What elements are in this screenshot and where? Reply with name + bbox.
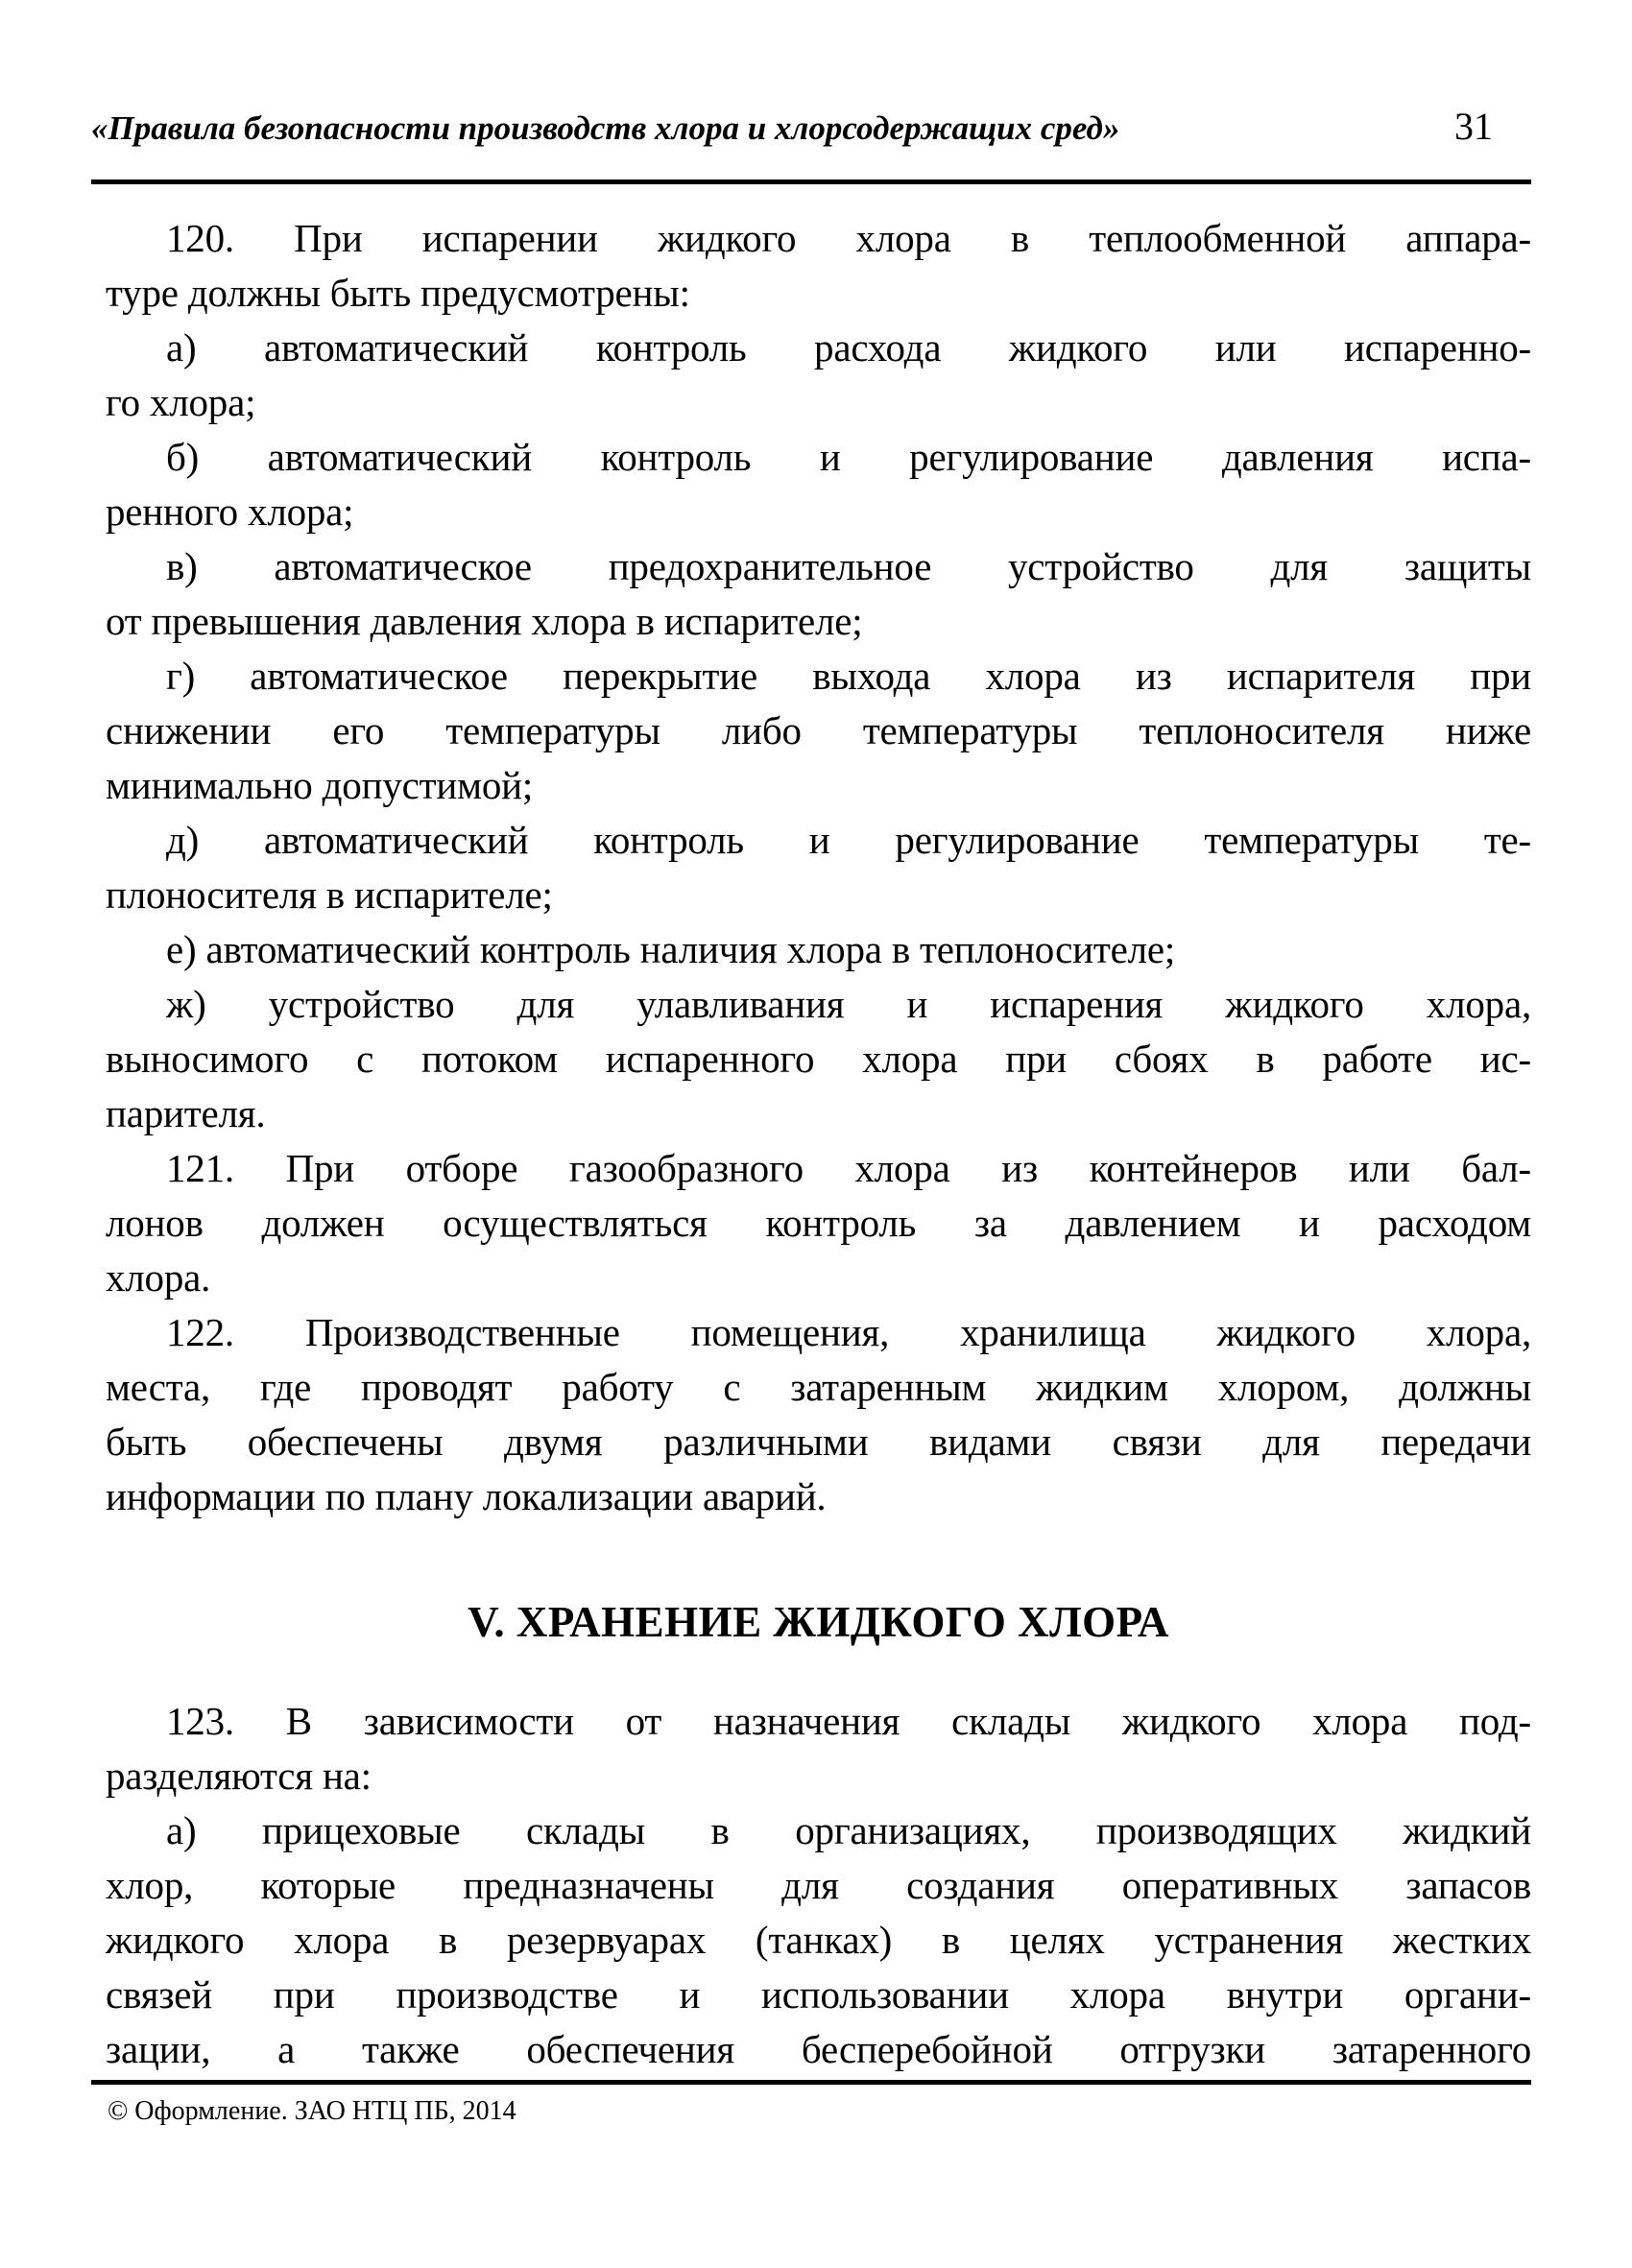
body-line: 120. При испарении жидкого хлора в теплообменной аппара- xyxy=(166,216,1531,260)
body-paragraph xyxy=(106,211,1531,321)
footer-rule xyxy=(91,2080,1531,2085)
header-rule xyxy=(91,179,1531,184)
body-line: го хлора; xyxy=(106,380,256,424)
body-paragraph xyxy=(106,321,1531,430)
body-paragraph xyxy=(106,813,1531,922)
body-paragraph xyxy=(106,539,1531,649)
body-line: е) автоматический контроль наличия хлора в теплоносителе; xyxy=(166,927,1176,971)
body-line: парителя. xyxy=(106,1091,266,1135)
body-line: разделяются на: xyxy=(106,1754,372,1798)
body-line: а) автоматический контроль расхода жидкого или испаренно- xyxy=(166,325,1531,370)
body-line: д) автоматический контроль и регулирование температуры те- xyxy=(166,818,1531,862)
body-line: информации по плану локализации аварий. xyxy=(106,1474,827,1518)
body-line: жидкого хлора в резервуарах (танках) в целях устранения жестких xyxy=(106,1918,1531,1962)
body-line: связей при производстве и использовании хлора внутри органи- xyxy=(106,1972,1531,2017)
body-paragraph xyxy=(106,1803,1531,2077)
page-body xyxy=(106,211,1531,2077)
body-paragraph xyxy=(106,649,1531,813)
body-line: хлор, которые предназначены для создания оперативных запасов xyxy=(106,1863,1531,1907)
body-line: минимально допустимой; xyxy=(106,763,534,807)
body-line: туре должны быть предусмотрены: xyxy=(106,271,690,315)
body-line: места, где проводят работу с затаренным жидким хлором, должны xyxy=(106,1365,1531,1409)
body-line: от превышения давления хлора в испарителе; xyxy=(106,599,863,643)
body-paragraph xyxy=(106,922,1531,977)
copyright-notice: © Оформление. ЗАО НТЦ ПБ, 2014 xyxy=(108,2096,516,2126)
running-header-title: «Правила безопасности производств хлора и хлорсодержащих сред» xyxy=(91,109,1120,147)
body-line: ж) устройство для улавливания и испарения жидкого хлора, xyxy=(166,982,1531,1026)
section-heading: V. ХРАНЕНИЕ ЖИДКОГО ХЛОРА xyxy=(468,1598,1169,1646)
body-paragraph xyxy=(106,430,1531,539)
body-paragraph xyxy=(106,1305,1531,1524)
body-line: 121. При отборе газообразного хлора из контейнеров или бал- xyxy=(166,1146,1531,1190)
body-line: хлора. xyxy=(106,1255,211,1300)
body-line: быть обеспечены двумя различными видами связи для передачи xyxy=(106,1420,1531,1464)
body-line: а) прицеховые склады в организациях, производящих жидкий xyxy=(166,1808,1531,1852)
body-paragraph xyxy=(106,1141,1531,1305)
body-line: выносимого с потоком испаренного хлора при сбоях в работе ис- xyxy=(106,1037,1531,1081)
page-number: 31 xyxy=(1454,105,1493,148)
body-line: плоносителя в испарителе; xyxy=(106,872,553,917)
running-header xyxy=(91,104,1531,149)
body-line: 123. В зависимости от назначения склады жидкого хлора под- xyxy=(166,1699,1531,1743)
body-paragraph xyxy=(106,977,1531,1141)
body-line: зации, а также обеспечения бесперебойной отгрузки затаренного xyxy=(106,2027,1531,2071)
body-line: г) автоматическое перекрытие выхода хлора из испарителя при xyxy=(166,654,1531,698)
body-line: б) автоматический контроль и регулирование давления испа- xyxy=(166,435,1531,479)
body-line: в) автоматическое предохранительное устройство для защиты xyxy=(166,544,1531,588)
body-paragraph xyxy=(106,1694,1531,1803)
body-line: 122. Производственные помещения, хранилища жидкого хлора, xyxy=(166,1310,1531,1354)
body-line: снижении его температуры либо температуры теплоносителя ниже xyxy=(106,708,1531,752)
body-line: лонов должен осуществляться контроль за давлением и расходом xyxy=(106,1201,1531,1245)
body-line: ренного хлора; xyxy=(106,489,354,534)
